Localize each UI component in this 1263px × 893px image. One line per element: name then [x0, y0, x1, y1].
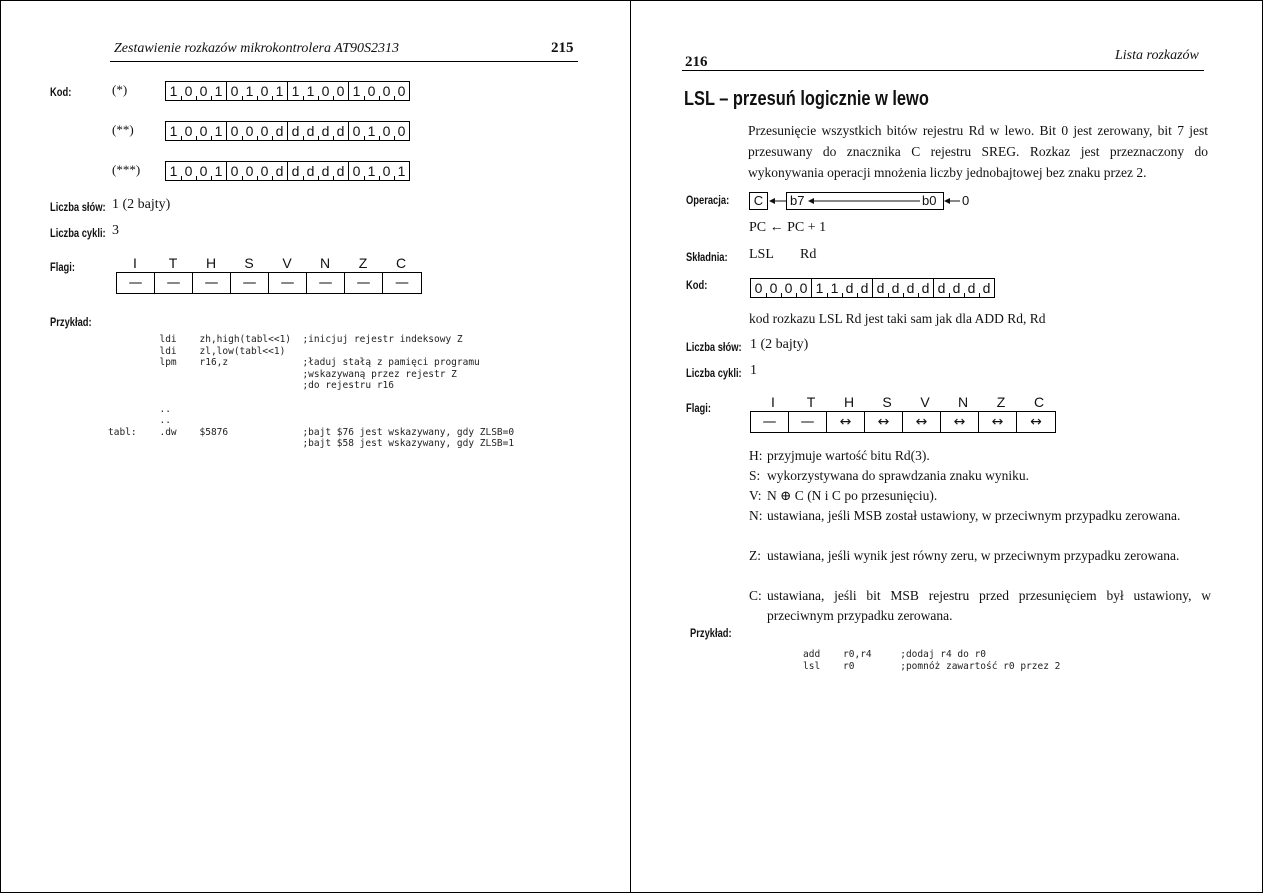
kod-note: kod rozkazu LSL Rd jest taki sam jak dla ADD Rd, Rd	[749, 311, 1046, 326]
opcode-bit: d	[937, 280, 946, 296]
left-flag-names	[116, 255, 420, 271]
opcode-bit: 1	[815, 280, 824, 296]
flag-value: ↔	[865, 412, 903, 432]
flag-value: —	[307, 273, 345, 293]
right-liczba-cykli-label: Liczba cykli:	[686, 366, 742, 380]
opcode-nibble	[349, 162, 409, 180]
opcode-bit: 0	[196, 122, 211, 140]
opcode-bit: 1	[827, 279, 842, 297]
opcode-bit: d	[964, 279, 979, 297]
code-line: ..	[108, 415, 171, 427]
opcode-bit: 1	[364, 122, 379, 140]
opcode-bit: 0	[796, 279, 811, 297]
flag-value: ↔	[827, 412, 865, 432]
opcode-bit: 1	[169, 163, 178, 179]
opcode-bit: 1	[291, 83, 300, 99]
op-zero-input: 0	[962, 193, 970, 208]
opcode-nibble	[227, 82, 288, 100]
flag-value: ↔	[1030, 414, 1042, 430]
left-kod-label: Kod:	[50, 85, 72, 99]
opcode-bits-row	[165, 161, 410, 181]
flag-description	[749, 486, 1211, 506]
opcode-nibble	[288, 82, 349, 100]
left-flagi-label: Flagi:	[50, 260, 75, 274]
opcode-nibble	[873, 279, 934, 297]
code-line: ldi zl,low(tabl<<1)	[108, 345, 286, 357]
opcode-nibble	[288, 162, 349, 180]
left-page-number: 215	[551, 40, 574, 56]
instruction-title: LSL – przesuń logicznie w lewo	[684, 88, 929, 110]
opcode-nibble	[934, 279, 994, 297]
opcode-bit: 0	[242, 162, 257, 180]
code-line: ;wskazywaną przez rejestr Z	[108, 368, 457, 380]
code-line	[108, 392, 514, 404]
left-przyklad-label: Przykład:	[50, 315, 92, 329]
code-line: ldi zh,high(tabl<<1) ;inicjuj rejestr indeksowy Z	[108, 334, 463, 345]
code-row-marker: (**)	[112, 122, 134, 137]
flag-name: Z	[358, 255, 368, 271]
right-liczba-cykli-value: 1	[750, 363, 757, 378]
code-line: ;do rejestru r16	[108, 380, 394, 392]
opcode-bit: d	[918, 279, 933, 297]
opcode-bit: d	[318, 122, 333, 140]
code-line: add r0,r4 ;dodaj r4 do r0	[803, 649, 987, 660]
flag-desc-text: ustawiana, jeśli MSB został ustawiony, w przeciwnym przypadku zerowana.	[767, 508, 1181, 523]
opcode-bit: d	[888, 279, 903, 297]
opcode-bit: d	[291, 163, 300, 179]
code-row-marker: (***)	[112, 162, 141, 177]
opcode-bits-row	[165, 121, 410, 141]
flag-name: C	[1033, 394, 1045, 410]
opcode-bit: 0	[379, 82, 394, 100]
flag-desc-key: S:	[749, 468, 761, 483]
flag-description	[749, 586, 1211, 626]
right-running-head: Lista rozkazów	[1115, 48, 1199, 63]
opcode-bit: 0	[257, 82, 272, 100]
opcode-bit: 0	[196, 82, 211, 100]
right-code-listing	[803, 649, 1060, 672]
op-shift-arrows	[748, 190, 968, 214]
opcode-bit: d	[303, 122, 318, 140]
opcode-bit: 0	[394, 122, 409, 140]
flag-value: —	[231, 273, 269, 293]
flag-name: V	[920, 394, 930, 410]
op-carry-box: C	[749, 192, 768, 210]
flag-name: T	[168, 255, 178, 271]
flag-desc-text: N ⊕ C (N i C po przesunięciu).	[767, 488, 938, 503]
flag-value: —	[345, 273, 383, 293]
op-b0-label: b0	[922, 193, 937, 208]
opcode-nibble	[166, 162, 227, 180]
opcode-bit: 0	[352, 123, 361, 139]
opcode-bit: 1	[242, 82, 257, 100]
opcode-bit: 0	[781, 279, 796, 297]
left-flags-table	[116, 272, 422, 294]
opcode-bit: 0	[230, 83, 239, 99]
flag-name: N	[319, 255, 331, 271]
opcode-bit: d	[333, 162, 348, 180]
opcode-bit: d	[303, 162, 318, 180]
opcode-bit: 0	[364, 82, 379, 100]
pc-increment: PC ← PC + 1	[749, 220, 827, 235]
right-flagi-label: Flagi:	[686, 401, 711, 415]
opcode-bit: d	[979, 279, 994, 297]
flag-value: —	[117, 273, 155, 293]
flag-desc-text: przyjmuje wartość bitu Rd(3).	[767, 448, 930, 463]
flag-desc-key: N:	[749, 508, 763, 523]
flag-description	[749, 446, 1211, 466]
left-liczba-slow-value: 1 (2 bajty)	[112, 197, 171, 212]
left-running-head: Zestawienie rozkazów mikrokontrolera AT90S2313	[114, 41, 400, 56]
opcode-bit: d	[333, 122, 348, 140]
opcode-nibble	[288, 122, 349, 140]
left-liczba-cykli-value: 3	[112, 223, 119, 238]
flag-value: —	[751, 412, 789, 432]
opcode-bit: 0	[379, 162, 394, 180]
flag-name: S	[244, 255, 254, 271]
opcode-bit: 1	[211, 162, 226, 180]
opcode-bit: 0	[242, 122, 257, 140]
instruction-description: Przesunięcie wszystkich bitów rejestru Rd w lewo. Bit 0 jest zerowany, bit 7 jest przesuwany do znacznika C rejestru SREG. Rozkaz jest przeznaczony do wykonywania operacji mnożenia liczby jednobajtowej bez znaku przez 2.	[748, 123, 1208, 180]
opcode-bit: 0	[766, 279, 781, 297]
code-line: tabl: .dw $5876 ;bajt $76 jest wskazywany, gdy ZLSB=0	[108, 426, 515, 438]
right-liczba-slow-value: 1 (2 bajty)	[750, 337, 809, 352]
flag-desc-key: V:	[749, 488, 762, 503]
flag-description	[749, 466, 1211, 486]
skladnia-label: Składnia:	[686, 250, 728, 264]
opcode-bit: d	[903, 279, 918, 297]
opcode-bits-row	[165, 81, 410, 101]
flag-value: ↔	[979, 412, 1017, 432]
opcode-bit: 1	[303, 82, 318, 100]
flag-name: H	[843, 394, 855, 410]
opcode-nibble	[227, 122, 288, 140]
right-flag-names	[754, 394, 1058, 410]
opcode-bit: 0	[257, 162, 272, 180]
opcode-bit: 0	[230, 163, 239, 179]
flag-name: N	[957, 394, 969, 410]
opcode-bit: 0	[333, 82, 348, 100]
opcode-nibble	[166, 122, 227, 140]
opcode-nibble	[227, 162, 288, 180]
right-liczba-slow-label: Liczba słów:	[686, 340, 742, 354]
opcode-bit: 1	[364, 162, 379, 180]
opcode-bit: 0	[181, 82, 196, 100]
opcode-bit: d	[272, 162, 287, 180]
flag-value: ↔	[941, 412, 979, 432]
opcode-bit: 0	[257, 122, 272, 140]
operacja-label: Operacja:	[686, 193, 730, 207]
opcode-bit: d	[291, 123, 300, 139]
flag-description	[749, 546, 1211, 566]
opcode-bit: 0	[754, 280, 763, 296]
right-page-number: 216	[685, 54, 708, 70]
opcode-bit: 1	[394, 162, 409, 180]
code-row-marker: (*)	[112, 82, 128, 97]
opcode-bit: 1	[272, 82, 287, 100]
flag-name: Z	[996, 394, 1006, 410]
left-code-listing	[108, 334, 514, 450]
flag-name: T	[806, 394, 816, 410]
flag-value: —	[395, 275, 409, 291]
opcode-nibble	[349, 82, 409, 100]
code-line: lpm r16,z ;ładuj stałą z pamięci programu	[108, 357, 480, 369]
flag-name: S	[882, 394, 892, 410]
opcode-bit: d	[842, 279, 857, 297]
right-przyklad-label: Przykład:	[690, 626, 732, 640]
flag-name: I	[133, 255, 137, 271]
code-line: ;bajt $58 jest wskazywany, gdy ZLSB=1	[108, 438, 515, 450]
opcode-nibble	[812, 279, 873, 297]
page-gutter	[630, 0, 631, 893]
opcode-bit: 1	[352, 83, 361, 99]
flag-desc-key: Z:	[749, 548, 761, 563]
flag-name: C	[395, 255, 407, 271]
opcode-bit: 1	[169, 123, 178, 139]
flag-value: ↔	[903, 412, 941, 432]
flag-value: —	[269, 273, 307, 293]
opcode-nibble	[349, 122, 409, 140]
right-header-rule	[682, 70, 1204, 71]
opcode-bit: 0	[196, 162, 211, 180]
flag-value: —	[193, 273, 231, 293]
opcode-bit: 1	[211, 82, 226, 100]
flag-name: I	[771, 394, 775, 410]
left-liczba-slow-label: Liczba słów:	[50, 200, 106, 214]
op-b7-label: b7	[790, 193, 805, 208]
code-line: ..	[108, 403, 171, 415]
opcode-nibble	[166, 82, 227, 100]
flag-value: —	[789, 412, 827, 432]
opcode-nibble	[751, 279, 812, 297]
opcode-bit: 0	[394, 82, 409, 100]
flag-value: —	[155, 273, 193, 293]
opcode-bit: d	[272, 122, 287, 140]
opcode-bit: d	[876, 280, 885, 296]
flag-name: H	[205, 255, 217, 271]
opcode-bit: 0	[318, 82, 333, 100]
right-kod-label: Kod:	[686, 278, 708, 292]
code-line: lsl r0 ;pomnóż zawartość r0 przez 2	[803, 660, 1061, 672]
opcode-bit: 0	[352, 163, 361, 179]
opcode-bit: 0	[181, 162, 196, 180]
opcode-bit: d	[949, 279, 964, 297]
opcode-bit: d	[318, 162, 333, 180]
lsl-opcode-bits	[750, 278, 995, 298]
skladnia-operand: Rd	[800, 247, 817, 262]
opcode-bit: 0	[181, 122, 196, 140]
right-flags-table	[750, 411, 1056, 433]
flag-name: V	[282, 255, 292, 271]
flag-desc-text: ustawiana, jeśli bit MSB rejestru przed przesunięciem był ustawiony, w przeciwnym przypadku zerowana.	[767, 588, 1211, 623]
left-liczba-cykli-label: Liczba cykli:	[50, 226, 106, 240]
opcode-bit: d	[857, 279, 872, 297]
left-header-rule	[110, 61, 578, 62]
opcode-bit: 1	[211, 122, 226, 140]
flag-description	[749, 506, 1211, 526]
flag-desc-key: C:	[749, 588, 762, 603]
flag-desc-text: wykorzystywana do sprawdzania znaku wyniku.	[767, 468, 1030, 483]
opcode-bit: 1	[169, 83, 178, 99]
opcode-bit: 0	[230, 123, 239, 139]
flag-desc-key: H:	[749, 448, 763, 463]
flag-desc-text: ustawiana, jeśli wynik jest równy zeru, w przeciwnym przypadku zerowana.	[767, 548, 1180, 563]
skladnia-mnemonic: LSL	[749, 247, 774, 262]
opcode-bit: 0	[379, 122, 394, 140]
